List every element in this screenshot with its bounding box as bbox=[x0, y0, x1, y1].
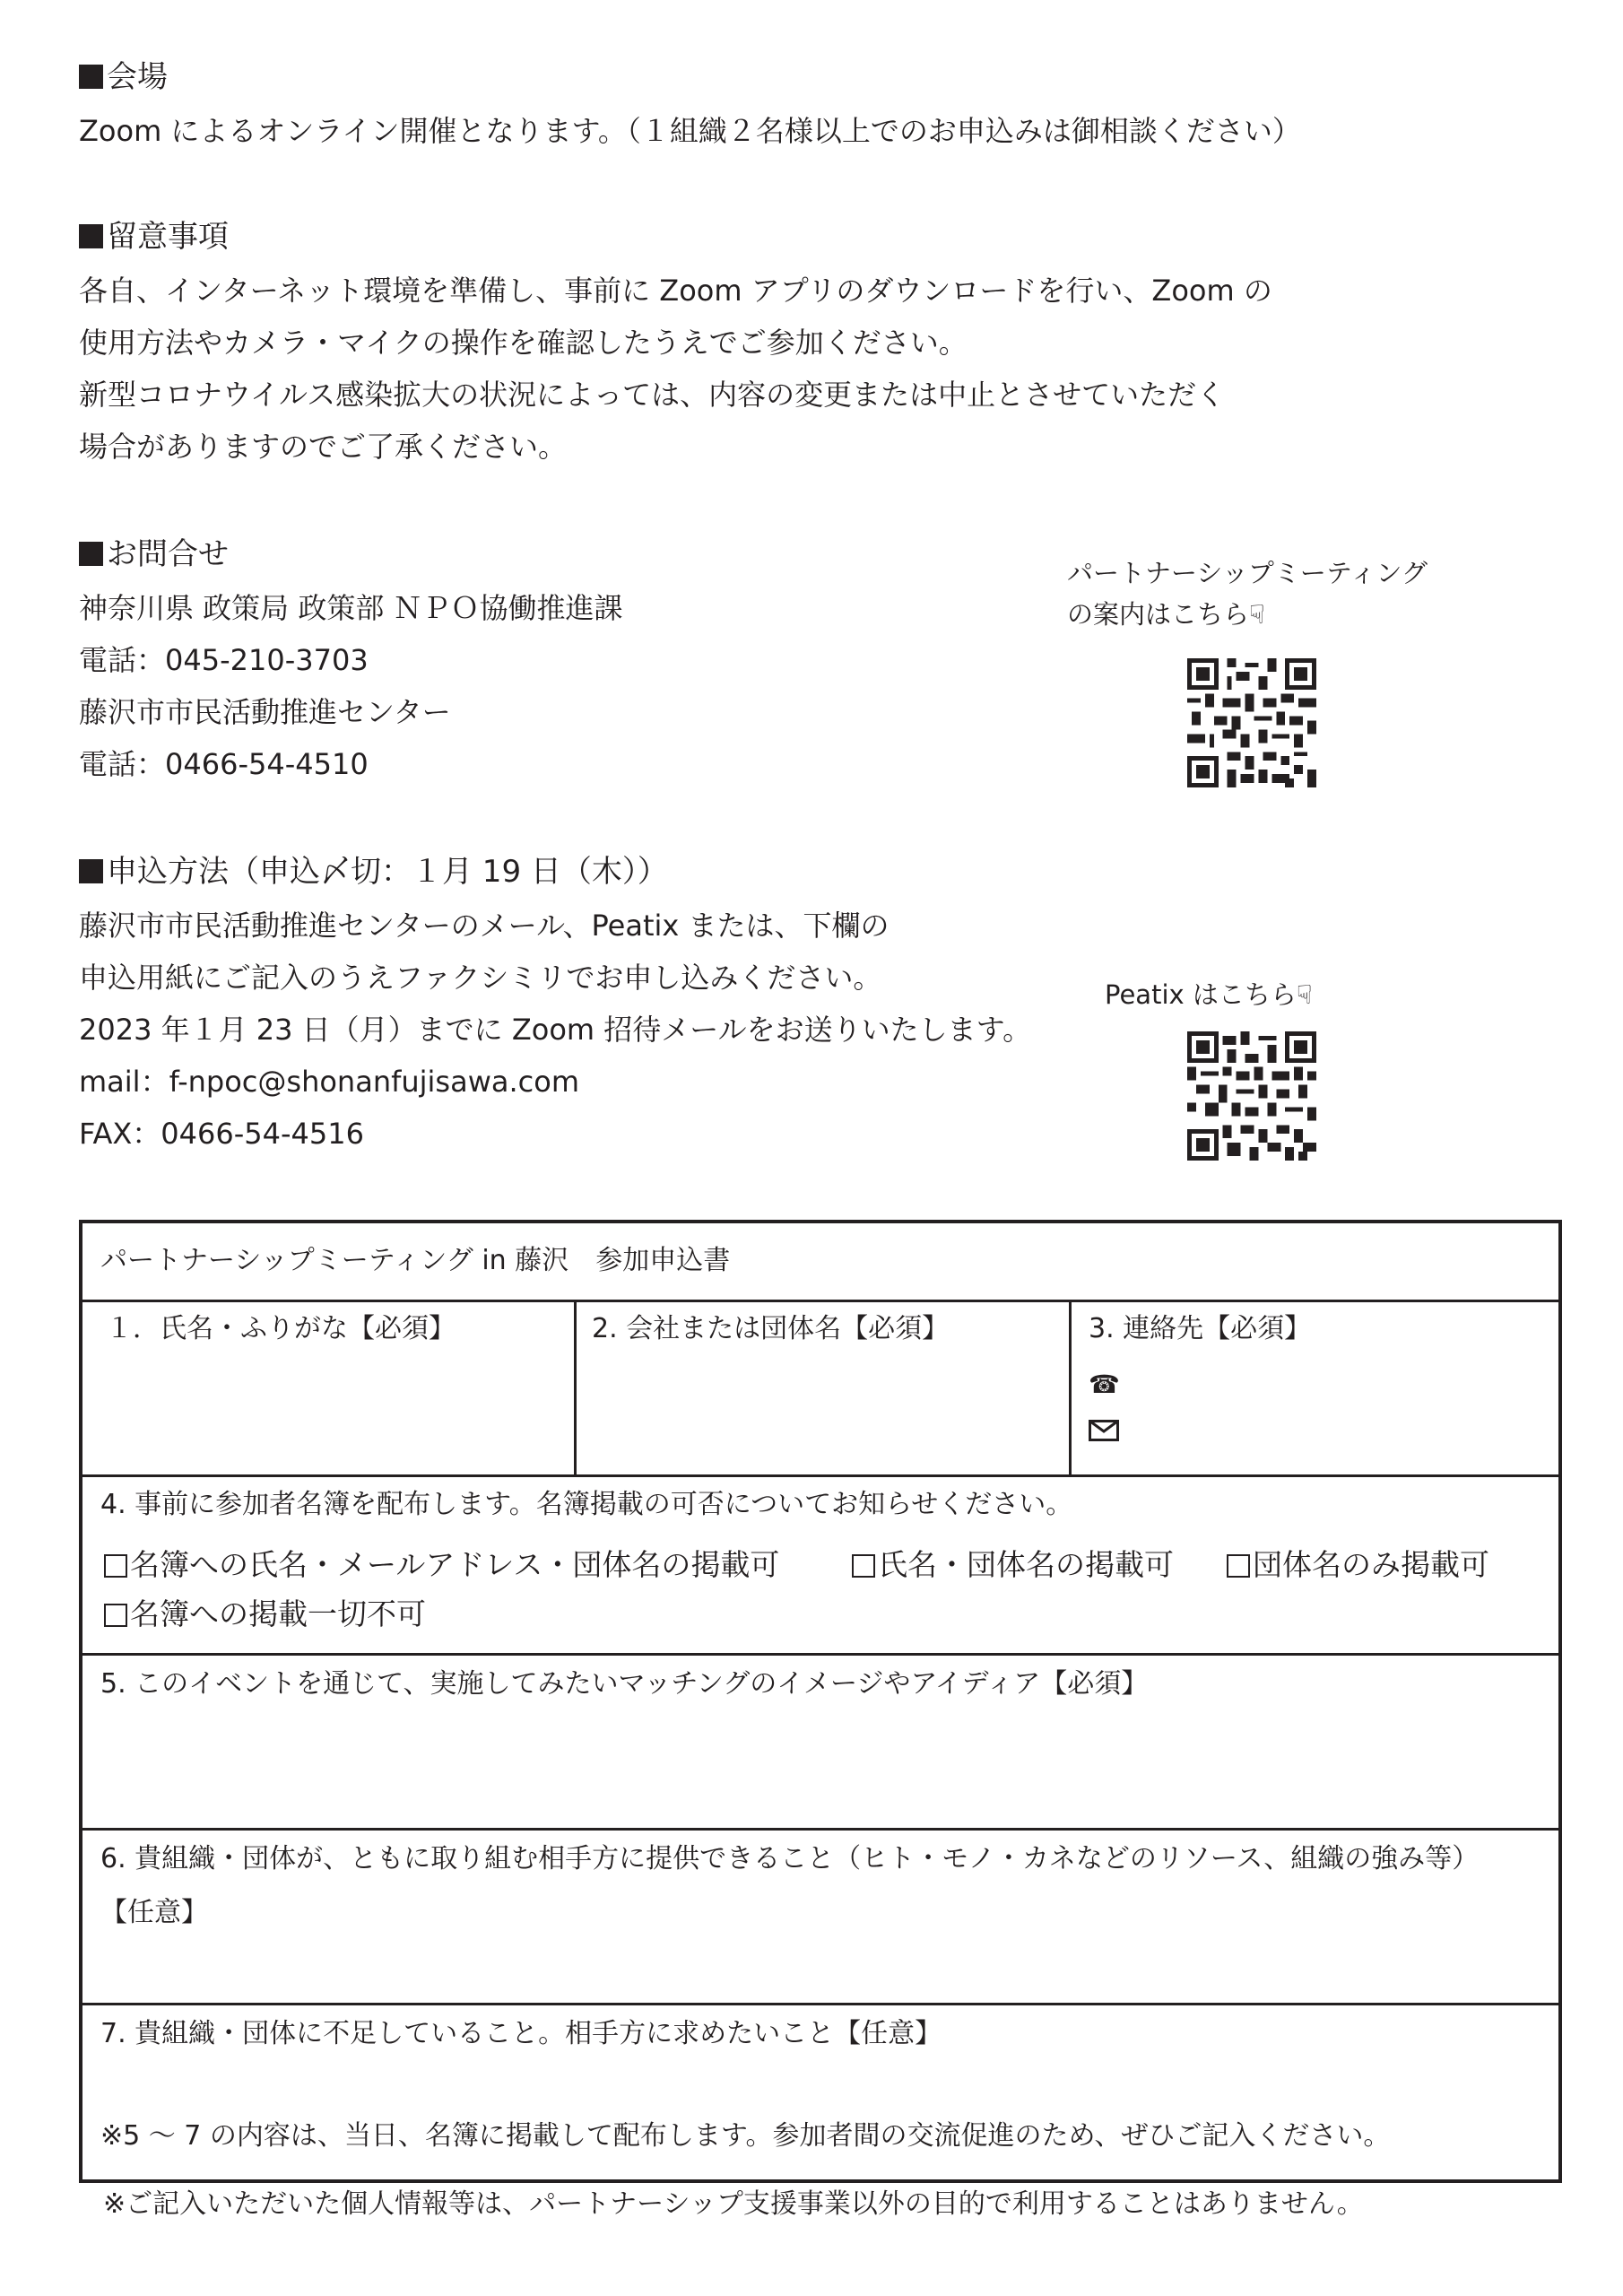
contact-field[interactable] bbox=[1132, 1349, 1553, 1465]
offer-field[interactable] bbox=[82, 1936, 1558, 2003]
contact-line: 藤沢市市民活動推進センター bbox=[79, 695, 451, 729]
roster-question: 4. 事前に参加者名簿を配布します。名簿掲載の可否についてお知らせください。 bbox=[100, 1489, 1073, 1520]
phone-icon: ☎ bbox=[1089, 1370, 1120, 1399]
needs-field[interactable] bbox=[82, 2056, 1558, 2092]
meeting-qr-caption: パートナーシップミーティング bbox=[1067, 558, 1428, 588]
meeting-qr-caption: の案内はこちら☟ bbox=[1067, 599, 1265, 630]
mail-icon bbox=[1089, 1420, 1119, 1441]
name-field-label: １．氏名・ふりがな【必須】 bbox=[106, 1313, 456, 1344]
form-divider bbox=[82, 1474, 1558, 1477]
roster-note: ※5 ～ 7 の内容は、当日、名簿に掲載して配布します。参加者間の交流促進のため、ぜひご記入ください。 bbox=[100, 2120, 1391, 2152]
venue-text: Zoom によるオンライン開催となります。（１組織２名様以上でのお申込みは御相談ください） bbox=[79, 114, 1301, 148]
org-field-label: 2. 会社または団体名【必須】 bbox=[592, 1313, 950, 1344]
privacy-note: ※ご記入いただいた個人情報等は、パートナーシップ支援事業以外の目的で利用することはありません。 bbox=[103, 2188, 1364, 2220]
roster-option[interactable]: 名簿への掲載一切不可 bbox=[104, 1596, 426, 1632]
form-divider bbox=[82, 2003, 1558, 2005]
apply-line: 藤沢市市民活動推進センターのメール、Peatix または、下欄の bbox=[79, 909, 890, 943]
peatix-qr-code[interactable] bbox=[1187, 1031, 1316, 1161]
contact-heading: お問合せ bbox=[79, 535, 229, 574]
notes-line: 新型コロナウイルス感染拡大の状況によっては、内容の変更または中止とさせていただく bbox=[79, 378, 1226, 412]
venue-heading: 会場 bbox=[79, 57, 168, 97]
square-bullet-icon bbox=[79, 224, 103, 248]
contact-line: 電話：045-210-3703 bbox=[79, 643, 369, 677]
apply-fax: FAX：0466-54-4516 bbox=[79, 1117, 364, 1151]
form-divider bbox=[82, 1828, 1558, 1831]
checkbox[interactable] bbox=[1227, 1554, 1250, 1578]
roster-option[interactable]: 氏名・団体名の掲載可 bbox=[852, 1547, 1174, 1583]
notes-line: 各自、インターネット環境を準備し、事前に Zoom アプリのダウンロードを行い、Zoom の bbox=[79, 274, 1272, 308]
square-bullet-icon bbox=[79, 859, 103, 883]
offer-question: 6. 貴組織・団体が、ともに取り組む相手方に提供できること（ヒト・モノ・カネなどのリソース、組織の強み等） bbox=[100, 1843, 1480, 1874]
notes-heading: 留意事項 bbox=[79, 217, 229, 257]
checkbox[interactable] bbox=[104, 1604, 127, 1627]
offer-optional-note: 【任意】 bbox=[100, 1897, 208, 1928]
contact-field-label: 3. 連絡先【必須】 bbox=[1089, 1313, 1312, 1344]
apply-heading: 申込方法（申込〆切：１月 19 日（木）） bbox=[79, 852, 668, 891]
apply-line: 申込用紙にご記入のうえファクシミリでお申し込みください。 bbox=[79, 961, 882, 995]
meeting-qr-code[interactable] bbox=[1187, 658, 1316, 787]
contact-line: 神奈川県 政策局 政策部 ＮＰＯ協働推進課 bbox=[79, 591, 623, 625]
needs-question: 7. 貴組織・団体に不足していること。相手方に求めたいこと【任意】 bbox=[100, 2018, 942, 2049]
apply-email[interactable]: mail：f-npoc@shonanfujisawa.com bbox=[79, 1065, 580, 1099]
apply-line: 2023 年１月 23 日（月）までに Zoom 招待メールをお送りいたします。 bbox=[79, 1013, 1032, 1047]
name-field[interactable] bbox=[82, 1302, 574, 1474]
matching-field[interactable] bbox=[82, 1708, 1558, 1828]
checkbox[interactable] bbox=[104, 1554, 127, 1578]
notes-line: 使用方法やカメラ・マイクの操作を確認したうえでご参加ください。 bbox=[79, 326, 968, 360]
notes-line: 場合がありますのでご了承ください。 bbox=[79, 430, 568, 464]
square-bullet-icon bbox=[79, 542, 103, 566]
square-bullet-icon bbox=[79, 65, 103, 89]
org-field[interactable] bbox=[577, 1302, 1069, 1474]
contact-line: 電話：0466-54-4510 bbox=[79, 747, 369, 781]
application-form bbox=[79, 1220, 1562, 2183]
form-divider-vertical bbox=[1069, 1300, 1072, 1477]
peatix-qr-caption: Peatix はこちら☟ bbox=[1105, 979, 1313, 1010]
checkbox[interactable] bbox=[852, 1554, 875, 1578]
roster-option[interactable]: 団体名のみ掲載可 bbox=[1227, 1547, 1489, 1583]
form-title: パートナーシップミーティング in 藤沢 参加申込書 bbox=[100, 1245, 731, 1276]
form-divider bbox=[82, 1653, 1558, 1656]
matching-question: 5. このイベントを通じて、実施してみたいマッチングのイメージやアイディア【必須】 bbox=[100, 1668, 1149, 1700]
roster-option[interactable]: 名簿への氏名・メールアドレス・団体名の掲載可 bbox=[104, 1547, 779, 1583]
